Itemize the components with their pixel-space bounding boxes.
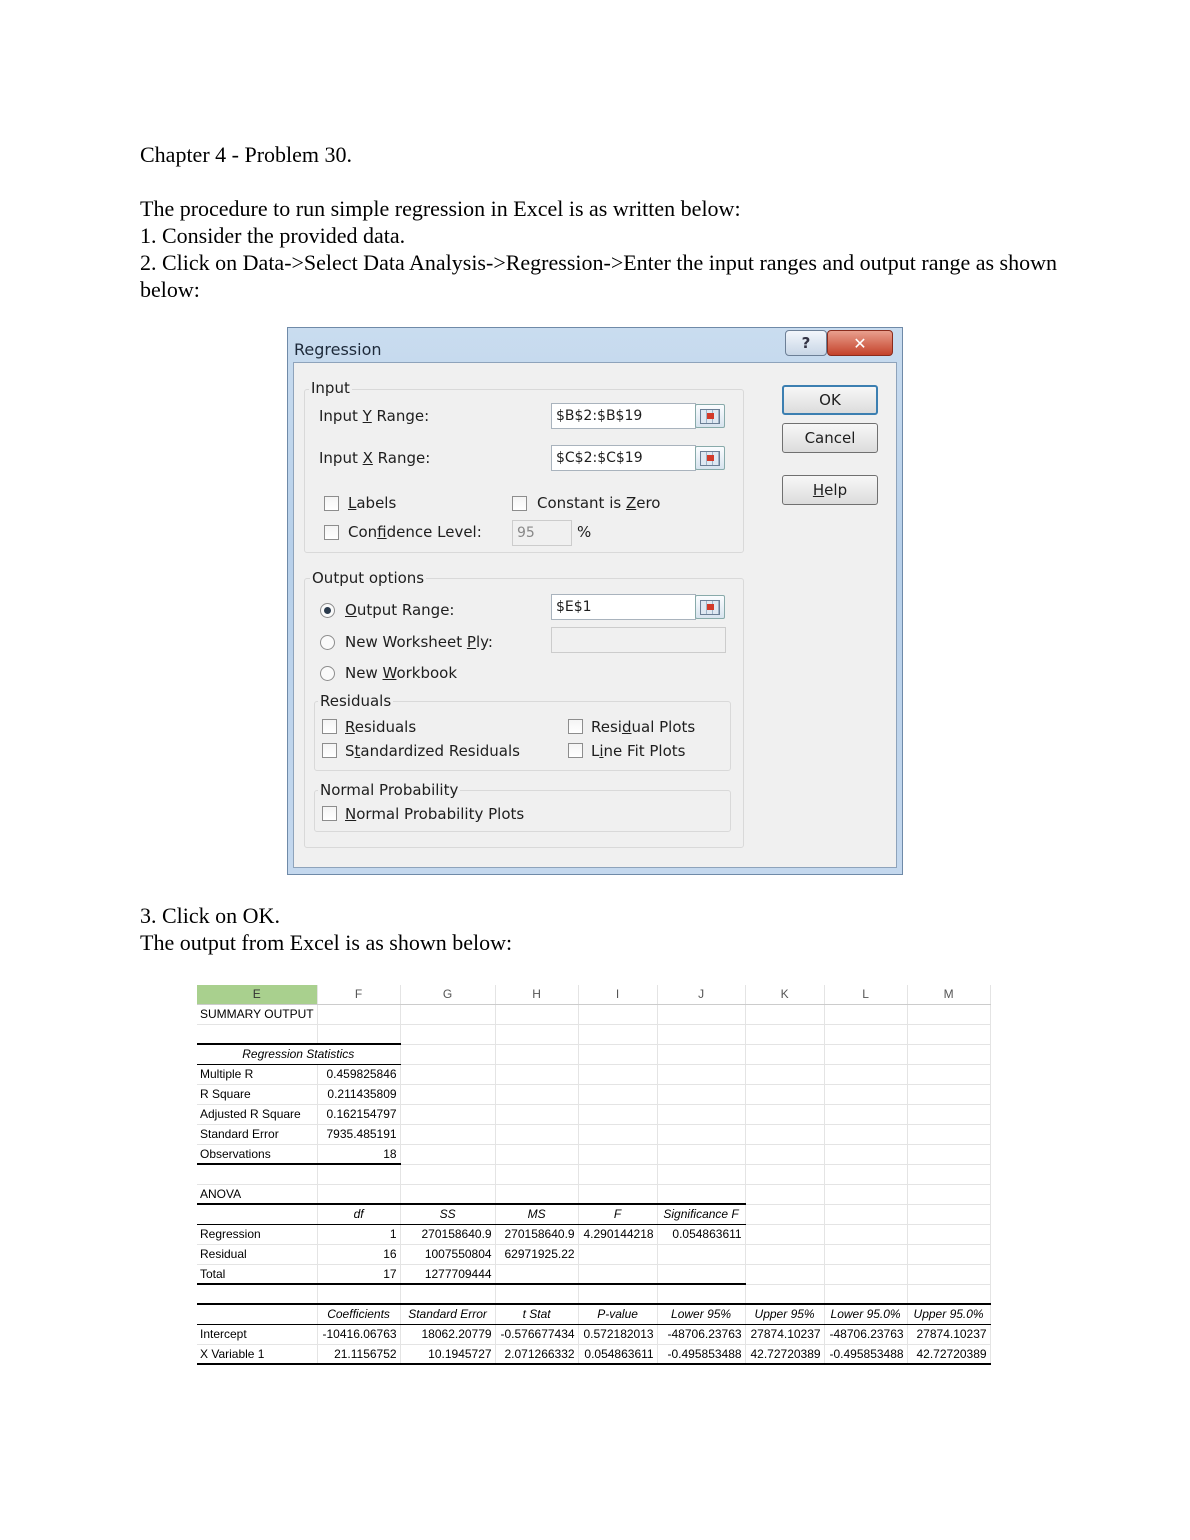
table-row (197, 1064, 990, 1084)
anova-cell[interactable]: 4.290144218 (578, 1224, 657, 1244)
anova-cell[interactable] (657, 1264, 745, 1284)
close-icon[interactable]: ✕ (827, 330, 893, 356)
anova-cell[interactable]: 17 (317, 1264, 400, 1284)
coef-label[interactable]: X Variable 1 (197, 1344, 317, 1364)
table-row (197, 1204, 990, 1224)
column-header[interactable]: G (400, 985, 495, 1004)
coef-cell[interactable]: 42.72720389 (745, 1344, 824, 1364)
stat-label[interactable]: Standard Error (197, 1124, 317, 1144)
anova-header[interactable]: df (317, 1204, 400, 1224)
labels-label: Labels (348, 494, 397, 512)
coef-header[interactable]: Lower 95.0% (824, 1304, 907, 1324)
anova-cell[interactable]: 0.054863611 (657, 1224, 745, 1244)
stat-value[interactable]: 7935.485191 (317, 1124, 400, 1144)
anova-header[interactable]: MS (495, 1204, 578, 1224)
stat-value[interactable]: 18 (317, 1144, 400, 1164)
anova-cell[interactable]: 270158640.9 (400, 1224, 495, 1244)
stat-label[interactable]: Multiple R (197, 1064, 317, 1084)
anova-cell[interactable]: 1007550804 (400, 1244, 495, 1264)
regression-statistics-title[interactable]: Regression Statistics (197, 1044, 400, 1064)
input-y-range-field[interactable]: $B$2:$B$19 (551, 403, 696, 429)
coef-cell[interactable]: 18062.20779 (400, 1324, 495, 1344)
output-range-radio[interactable] (320, 603, 335, 618)
coef-header[interactable]: Upper 95.0% (907, 1304, 990, 1324)
summary-output-title[interactable]: SUMMARY OUTPUT (197, 1004, 317, 1024)
anova-cell[interactable] (578, 1244, 657, 1264)
new-workbook-radio[interactable] (320, 666, 335, 681)
confidence-level-field[interactable]: 95 (512, 520, 572, 546)
standardized-residuals-label: Standardized Residuals (345, 742, 520, 760)
coef-header[interactable]: Standard Error (400, 1304, 495, 1324)
column-header[interactable]: H (495, 985, 578, 1004)
dialog-body (293, 362, 897, 868)
residuals-checkbox[interactable] (322, 719, 337, 734)
coef-header[interactable]: P-value (578, 1304, 657, 1324)
normal-probability-group-label: Normal Probability (320, 781, 459, 799)
coef-cell[interactable]: -48706.23763 (824, 1324, 907, 1344)
help-button[interactable]: H elp (782, 475, 878, 505)
new-workbook-label: New Workbook (345, 664, 458, 682)
output-range-label: Output Range: (345, 601, 455, 619)
standardized-residuals-checkbox[interactable] (322, 743, 337, 758)
coef-cell[interactable]: 2.071266332 (495, 1344, 578, 1364)
constant-zero-label: Constant is Zero (537, 494, 661, 512)
coef-header[interactable]: t Stat (495, 1304, 578, 1324)
input-y-range-label: Input Y Range: (319, 407, 430, 425)
table-row (197, 1304, 990, 1324)
coef-cell[interactable]: -10416.06763 (317, 1324, 400, 1344)
stat-label[interactable]: Adjusted R Square (197, 1104, 317, 1124)
line-fit-plots-checkbox[interactable] (568, 743, 583, 758)
coef-cell[interactable]: 0.572182013 (578, 1324, 657, 1344)
table-row (197, 1164, 990, 1184)
column-header[interactable]: M (907, 985, 990, 1004)
coef-cell[interactable]: -0.495853488 (657, 1344, 745, 1364)
anova-label[interactable]: Regression (197, 1224, 317, 1244)
coef-cell[interactable]: -0.495853488 (824, 1344, 907, 1364)
column-header[interactable]: I (578, 985, 657, 1004)
column-header[interactable]: L (824, 985, 907, 1004)
table-row (197, 1344, 990, 1364)
stat-value[interactable]: 0.211435809 (317, 1084, 400, 1104)
residual-plots-checkbox[interactable] (568, 719, 583, 734)
percent-sign: % (577, 523, 592, 541)
chapter-heading: Chapter 4 - Problem 30. (140, 142, 353, 167)
table-row (197, 1224, 990, 1244)
residuals-label: Residuals (345, 718, 417, 736)
collapse-dialog-icon[interactable] (695, 446, 725, 470)
column-header-row (197, 985, 990, 1004)
column-header[interactable]: E (197, 985, 317, 1004)
step-1: 1. Consider the provided data. (140, 223, 406, 248)
step-3: 3. Click on OK. (140, 903, 280, 928)
coef-header[interactable]: Coefficients (317, 1304, 400, 1324)
coef-cell[interactable]: 10.1945727 (400, 1344, 495, 1364)
stat-label[interactable]: R Square (197, 1084, 317, 1104)
line-fit-plots-label: Line Fit Plots (591, 742, 686, 760)
anova-label[interactable]: Total (197, 1264, 317, 1284)
output-options-label: Output options (312, 569, 425, 587)
residuals-group (314, 701, 731, 771)
table-row (197, 1324, 990, 1344)
anova-header[interactable]: Significance F (657, 1204, 745, 1224)
coef-cell[interactable]: 27874.10237 (907, 1324, 990, 1344)
anova-cell[interactable] (657, 1244, 745, 1264)
stat-label[interactable]: Observations (197, 1144, 317, 1164)
input-x-range-field[interactable]: $C$2:$C$19 (551, 445, 696, 471)
output-range-field[interactable]: $E$1 (551, 594, 696, 620)
collapse-dialog-icon[interactable] (695, 404, 725, 428)
column-header[interactable]: J (657, 985, 745, 1004)
table-row (197, 1184, 990, 1204)
table-row (197, 1244, 990, 1264)
column-header[interactable]: K (745, 985, 824, 1004)
new-worksheet-ply-field[interactable] (551, 627, 726, 653)
stat-value[interactable]: 0.459825846 (317, 1064, 400, 1084)
ok-button[interactable]: OK (782, 385, 878, 415)
dialog-title: Regression (294, 340, 382, 359)
table-row (197, 1284, 990, 1304)
anova-cell[interactable] (495, 1264, 578, 1284)
anova-label[interactable]: Residual (197, 1244, 317, 1264)
table-row (197, 1024, 990, 1044)
intro-text: The procedure to run simple regression in Excel is as written below: (140, 196, 741, 221)
cancel-button[interactable]: Cancel (782, 423, 878, 453)
table-row (197, 1084, 990, 1104)
regression-dialog (287, 327, 903, 875)
coef-header[interactable]: Lower 95% (657, 1304, 745, 1324)
residuals-group-label: Residuals (320, 692, 392, 710)
coef-cell[interactable]: 0.054863611 (578, 1344, 657, 1364)
residual-plots-label: Residual Plots (591, 718, 696, 736)
coef-cell[interactable]: 42.72720389 (907, 1344, 990, 1364)
input-x-range-label: Input X Range: (319, 449, 431, 467)
anova-cell[interactable]: 16 (317, 1244, 400, 1264)
confidence-level-checkbox[interactable] (324, 525, 339, 540)
column-header[interactable]: F (317, 985, 400, 1004)
coef-header[interactable]: Upper 95% (745, 1304, 824, 1324)
coef-cell[interactable]: -48706.23763 (657, 1324, 745, 1344)
table-row (197, 1144, 990, 1164)
anova-cell[interactable]: 270158640.9 (495, 1224, 578, 1244)
constant-zero-checkbox[interactable] (512, 496, 527, 511)
anova-cell[interactable]: 1 (317, 1224, 400, 1244)
output-intro: The output from Excel is as shown below: (140, 930, 513, 955)
stat-value[interactable]: 0.162154797 (317, 1104, 400, 1124)
new-worksheet-ply-radio[interactable] (320, 635, 335, 650)
coef-label[interactable]: Intercept (197, 1324, 317, 1344)
input-group-label: Input (311, 379, 350, 397)
table-row (197, 1264, 990, 1284)
coef-cell[interactable]: 27874.10237 (745, 1324, 824, 1344)
normal-probability-plots-checkbox[interactable] (322, 806, 337, 821)
normal-probability-plots-label: Normal Probability Plots (345, 805, 525, 823)
anova-title[interactable]: ANOVA (197, 1184, 317, 1204)
excel-output-sheet (197, 985, 991, 1365)
anova-cell[interactable]: 62971925.22 (495, 1244, 578, 1264)
labels-checkbox[interactable] (324, 496, 339, 511)
anova-header[interactable]: F (578, 1204, 657, 1224)
anova-cell[interactable]: 1277709444 (400, 1264, 495, 1284)
table-row (197, 1104, 990, 1124)
new-worksheet-ply-label: New Worksheet Ply: (345, 633, 493, 651)
table-row (197, 1044, 990, 1064)
anova-header[interactable]: SS (400, 1204, 495, 1224)
table-row (197, 1124, 990, 1144)
question-icon[interactable]: ? (785, 330, 827, 356)
collapse-dialog-icon[interactable] (695, 595, 725, 619)
coef-cell[interactable]: -0.576677434 (495, 1324, 578, 1344)
table-row (197, 1004, 990, 1024)
coef-cell[interactable]: 21.1156752 (317, 1344, 400, 1364)
step-2: 2. Click on Data->Select Data Analysis->Regression->Enter the input ranges and output range as shown below: (140, 250, 1058, 302)
confidence-level-label: Confidence Level: (348, 523, 482, 541)
anova-cell[interactable] (578, 1264, 657, 1284)
